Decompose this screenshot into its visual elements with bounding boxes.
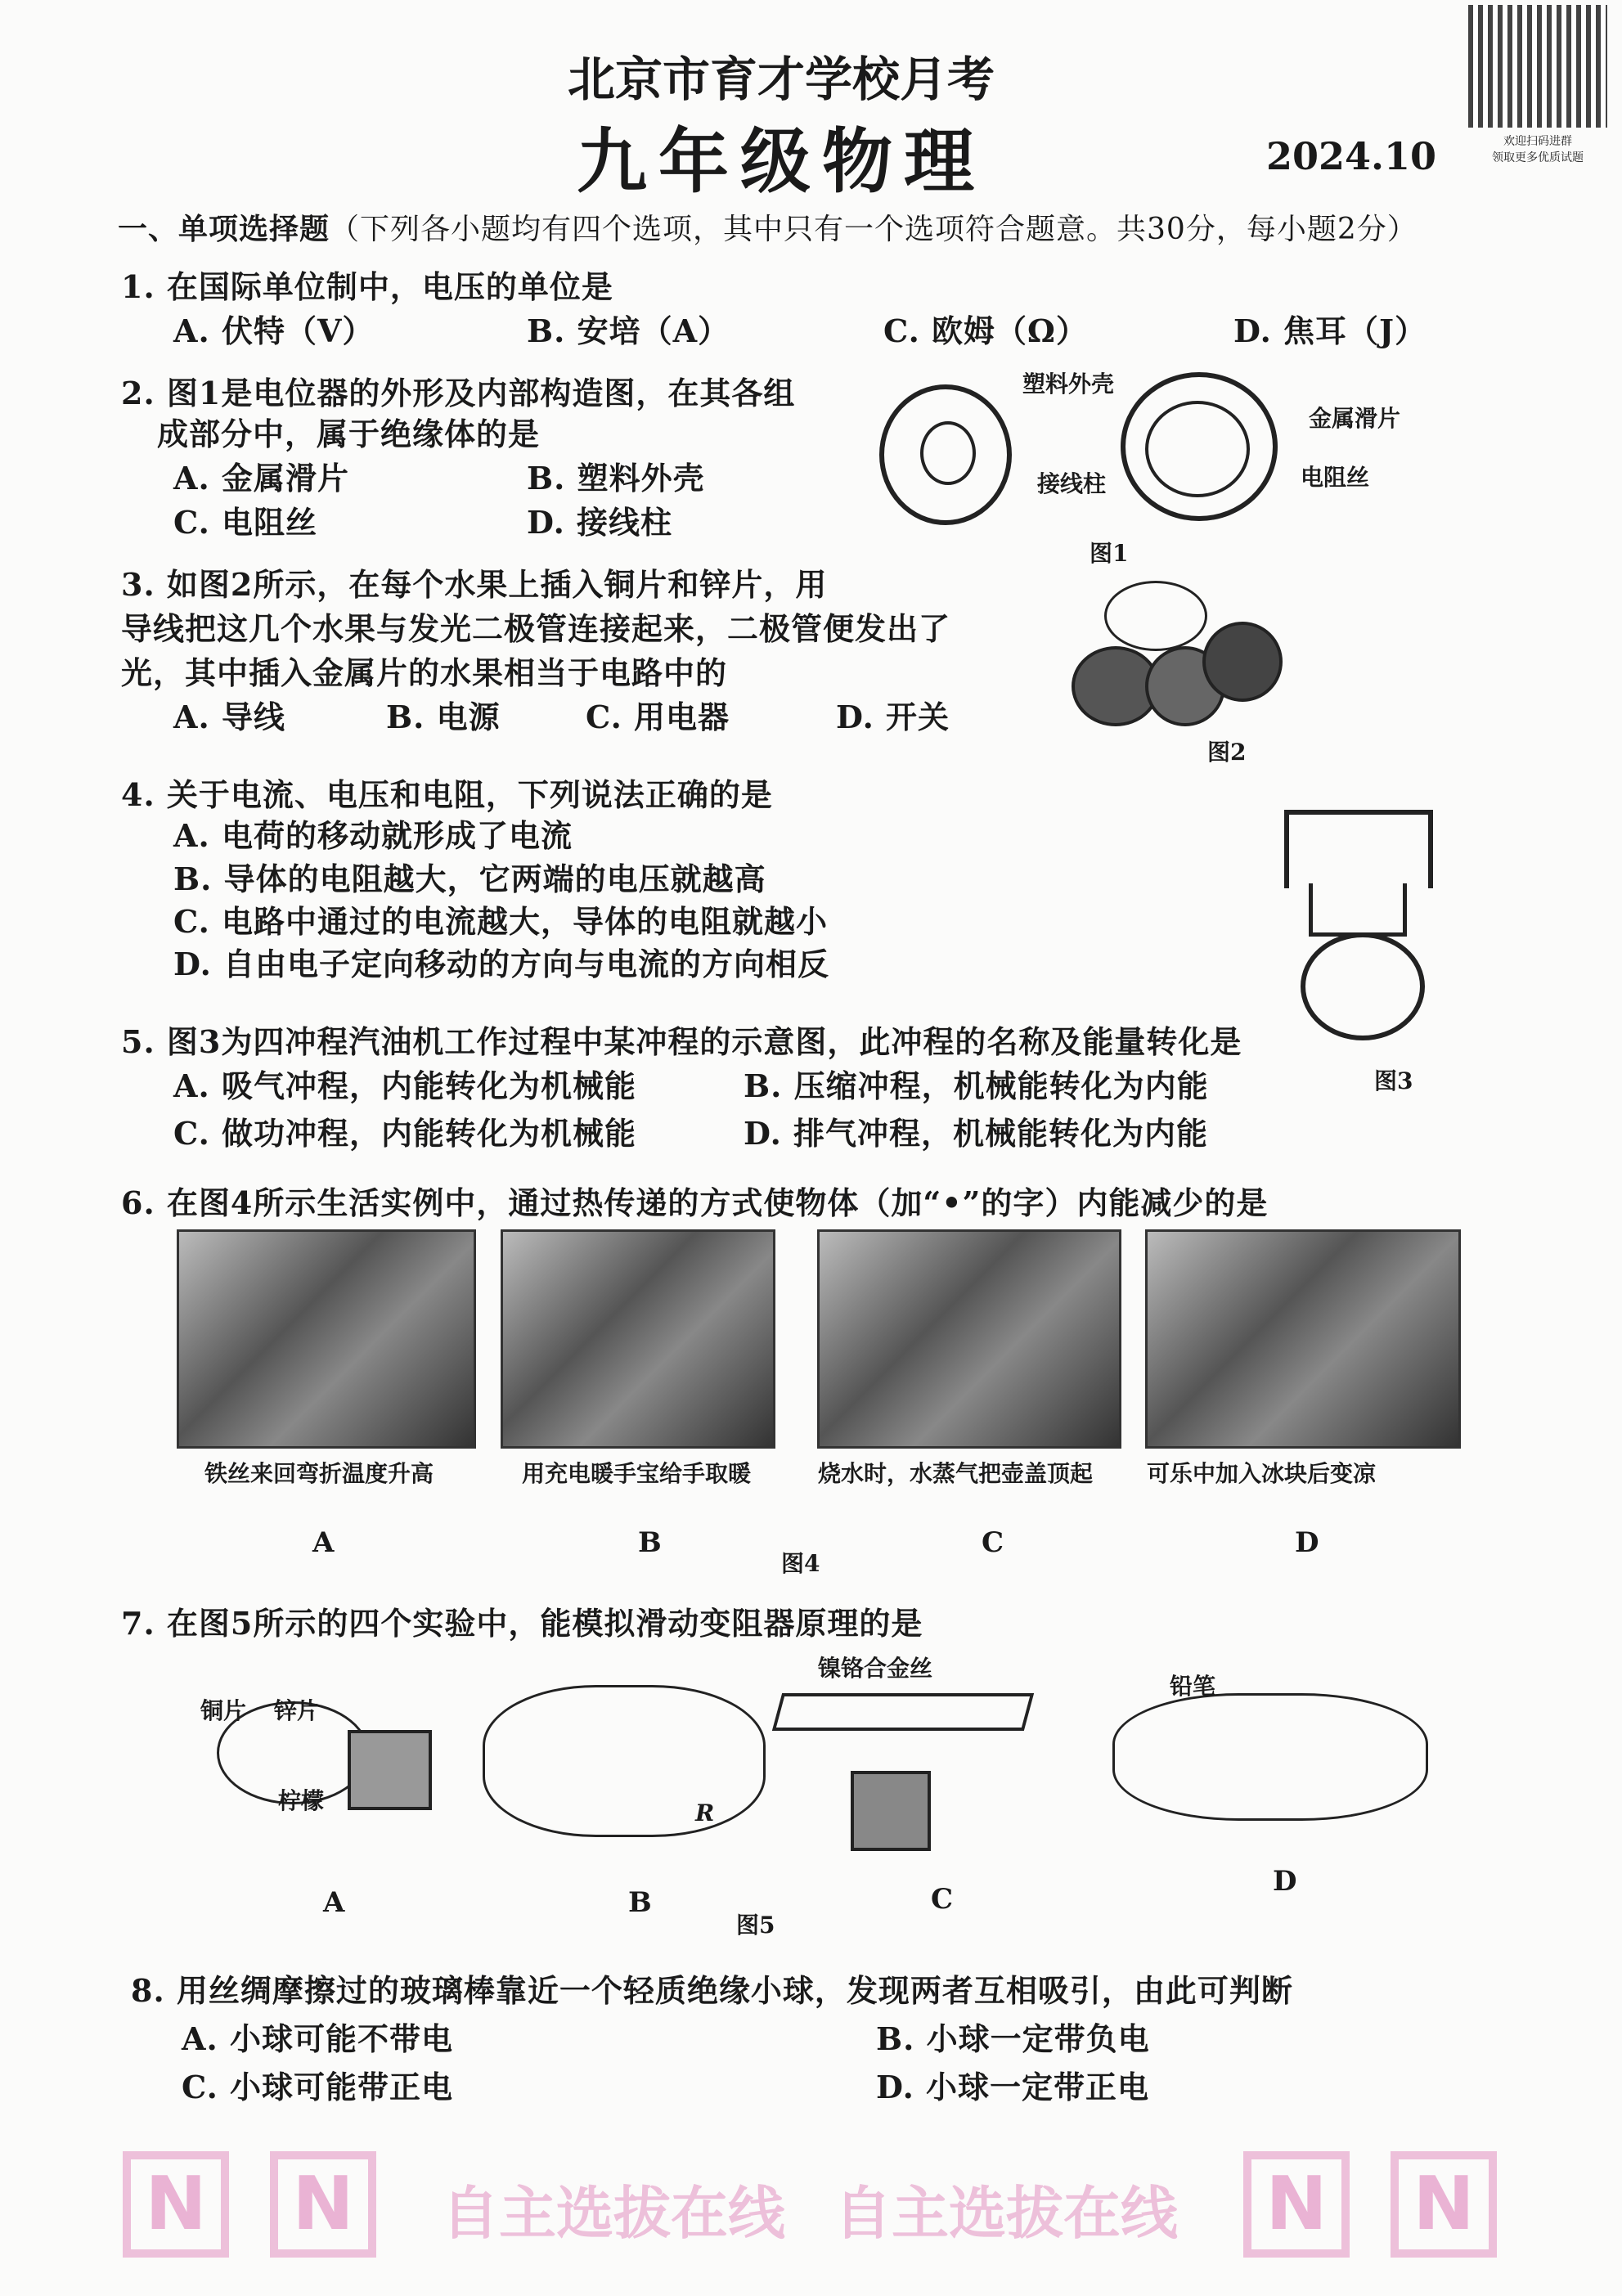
fig5-label-zinc: 锌片 [274,1697,321,1724]
section-header [118,206,1418,248]
q2-stem-line1: 2. 图1是电位器的外形及内部构造图，在其各组 [121,375,796,411]
q5-option-d: D. 排气冲程，机械能转化为内能 [744,1115,1209,1152]
q2-stem-line2: 成部分中，属于绝缘体的是 [157,416,541,452]
q5-option-b: B. 压缩冲程，机械能转化为内能 [744,1067,1209,1104]
fig1-label-slider: 金属滑片 [1309,405,1401,432]
q1-option-a: A. 伏特（V） [173,312,375,349]
fig2-caption: 图2 [1207,739,1247,766]
q1-option-b: B. 安培（A） [527,312,730,349]
fig4-caption: 图4 [781,1550,820,1577]
q2-option-d: D. 接线柱 [527,504,673,541]
q8-option-d: D. 小球一定带正电 [876,2069,1150,2105]
watermark-logo: N [270,2151,376,2258]
fig5-letter-c: C [931,1883,954,1916]
q8-option-c: C. 小球可能带正电 [182,2069,454,2105]
fig4-letter-a: A [312,1526,335,1559]
q3-stem-line2: 导线把这几个水果与发光二极管连接起来，二极管便发出了 [121,610,951,647]
q8-option-a: A. 小球可能不带电 [182,2020,453,2057]
q2-option-a: A. 金属滑片 [173,460,349,496]
q4-option-b: B. 导体的电阻越大，它两端的电压就越高 [173,860,766,897]
q4-option-d: D. 自由电子定向移动的方向与电流的方向相反 [173,946,830,982]
fig5-label-lemon: 柠檬 [278,1787,325,1814]
watermark-text: 自主选拔在线 [834,2179,1178,2247]
fig5-label-r: R [695,1800,715,1826]
section-note: （下列各小题均有四个选项，其中只有一个选项符合题意。共30分，每小题2分） [330,213,1418,246]
q3-option-d: D. 开关 [836,699,950,735]
fig5-label-copper: 铜片 [200,1697,247,1724]
q4-stem: 4. 关于电流、电压和电阻，下列说法正确的是 [121,776,773,813]
watermark-logo: N [1243,2151,1350,2258]
q3-option-b: B. 电源 [386,699,501,735]
q2-option-b: B. 塑料外壳 [527,460,705,496]
fig1-caption: 图1 [1090,540,1129,567]
section-title: 一、单项选择题 [118,212,330,246]
qr-caption-2: 领取更多优质试题 [1492,151,1584,164]
exam-date: 2024.10 [1266,134,1437,178]
q3-option-a: A. 导线 [173,699,285,735]
q3-stem-line3: 光，其中插入金属片的水果相当于电路中的 [121,654,728,691]
q8-option-b: B. 小球一定带负电 [876,2020,1150,2057]
fig5-letter-a: A [323,1886,345,1919]
q6-stem: 6. 在图4所示生活实例中，通过热传递的方式使物体（加“•”的字）内能减少的是 [121,1184,1269,1221]
fig1-label-terminal: 接线柱 [1037,470,1107,497]
q1-option-d: D. 焦耳（J） [1233,312,1427,349]
watermark-logo: N [123,2151,229,2258]
q3-stem-line1: 3. 如图2所示，在每个水果上插入铜片和锌片，用 [121,566,828,603]
q1-stem: 1. 在国际单位制中，电压的单位是 [121,268,613,305]
q1-option-c: C. 欧姆（Ω） [883,312,1088,349]
fig5-letter-b: B [628,1886,652,1919]
fig4-caption-a: 铁丝来回弯折温度升高 [204,1460,434,1487]
q5-stem: 5. 图3为四冲程汽油机工作过程中某冲程的示意图，此冲程的名称及能量转化是 [121,1023,1242,1060]
q4-option-a: A. 电荷的移动就形成了电流 [173,817,573,854]
q5-option-c: C. 做功冲程，内能转化为机械能 [173,1115,637,1152]
fig4-letter-b: B [638,1526,662,1559]
fig4-image-a [177,1229,476,1449]
q7-stem: 7. 在图5所示的四个实验中，能模拟滑动变阻器原理的是 [121,1605,923,1642]
q4-option-c: C. 电路中通过的电流越大，导体的电阻就越小 [173,903,829,940]
qr-code [1468,5,1607,128]
q2-option-c: C. 电阻丝 [173,504,318,541]
fig4-image-c [817,1229,1121,1449]
fig4-letter-c: C [982,1526,1004,1559]
q8-stem: 8. 用丝绸摩擦过的玻璃棒靠近一个轻质绝缘小球，发现两者互相吸引，由此可判断 [131,1972,1293,2009]
watermark-logo: N [1391,2151,1497,2258]
exam-school-title: 北京市育才学校月考 [567,52,995,107]
qr-caption-1: 欢迎扫码进群 [1503,135,1572,148]
fig4-image-b [501,1229,775,1449]
fig3-caption: 图3 [1374,1067,1413,1094]
fig4-caption-b: 用充电暖手宝给手取暖 [522,1460,752,1487]
fig5-letter-d: D [1273,1865,1297,1898]
fig5-label-nichrome: 镍铬合金丝 [818,1655,933,1682]
q3-option-c: C. 用电器 [586,699,730,735]
fig4-caption-c: 烧水时，水蒸气把壶盖顶起 [818,1460,1094,1487]
fig1-label-shell: 塑料外壳 [1022,371,1115,398]
fig5-label-pencil: 铅笔 [1170,1673,1216,1700]
watermark-text: 自主选拔在线 [442,2179,785,2247]
fig4-caption-d: 可乐中加入冰块后变凉 [1147,1460,1377,1487]
fig5-caption: 图5 [736,1912,775,1939]
fig1-label-wire: 电阻丝 [1301,464,1370,491]
exam-subject-title: 九年级物理 [577,120,986,203]
q5-option-a: A. 吸气冲程，内能转化为机械能 [173,1067,636,1104]
fig4-image-d [1145,1229,1461,1449]
fig4-letter-d: D [1295,1526,1319,1559]
